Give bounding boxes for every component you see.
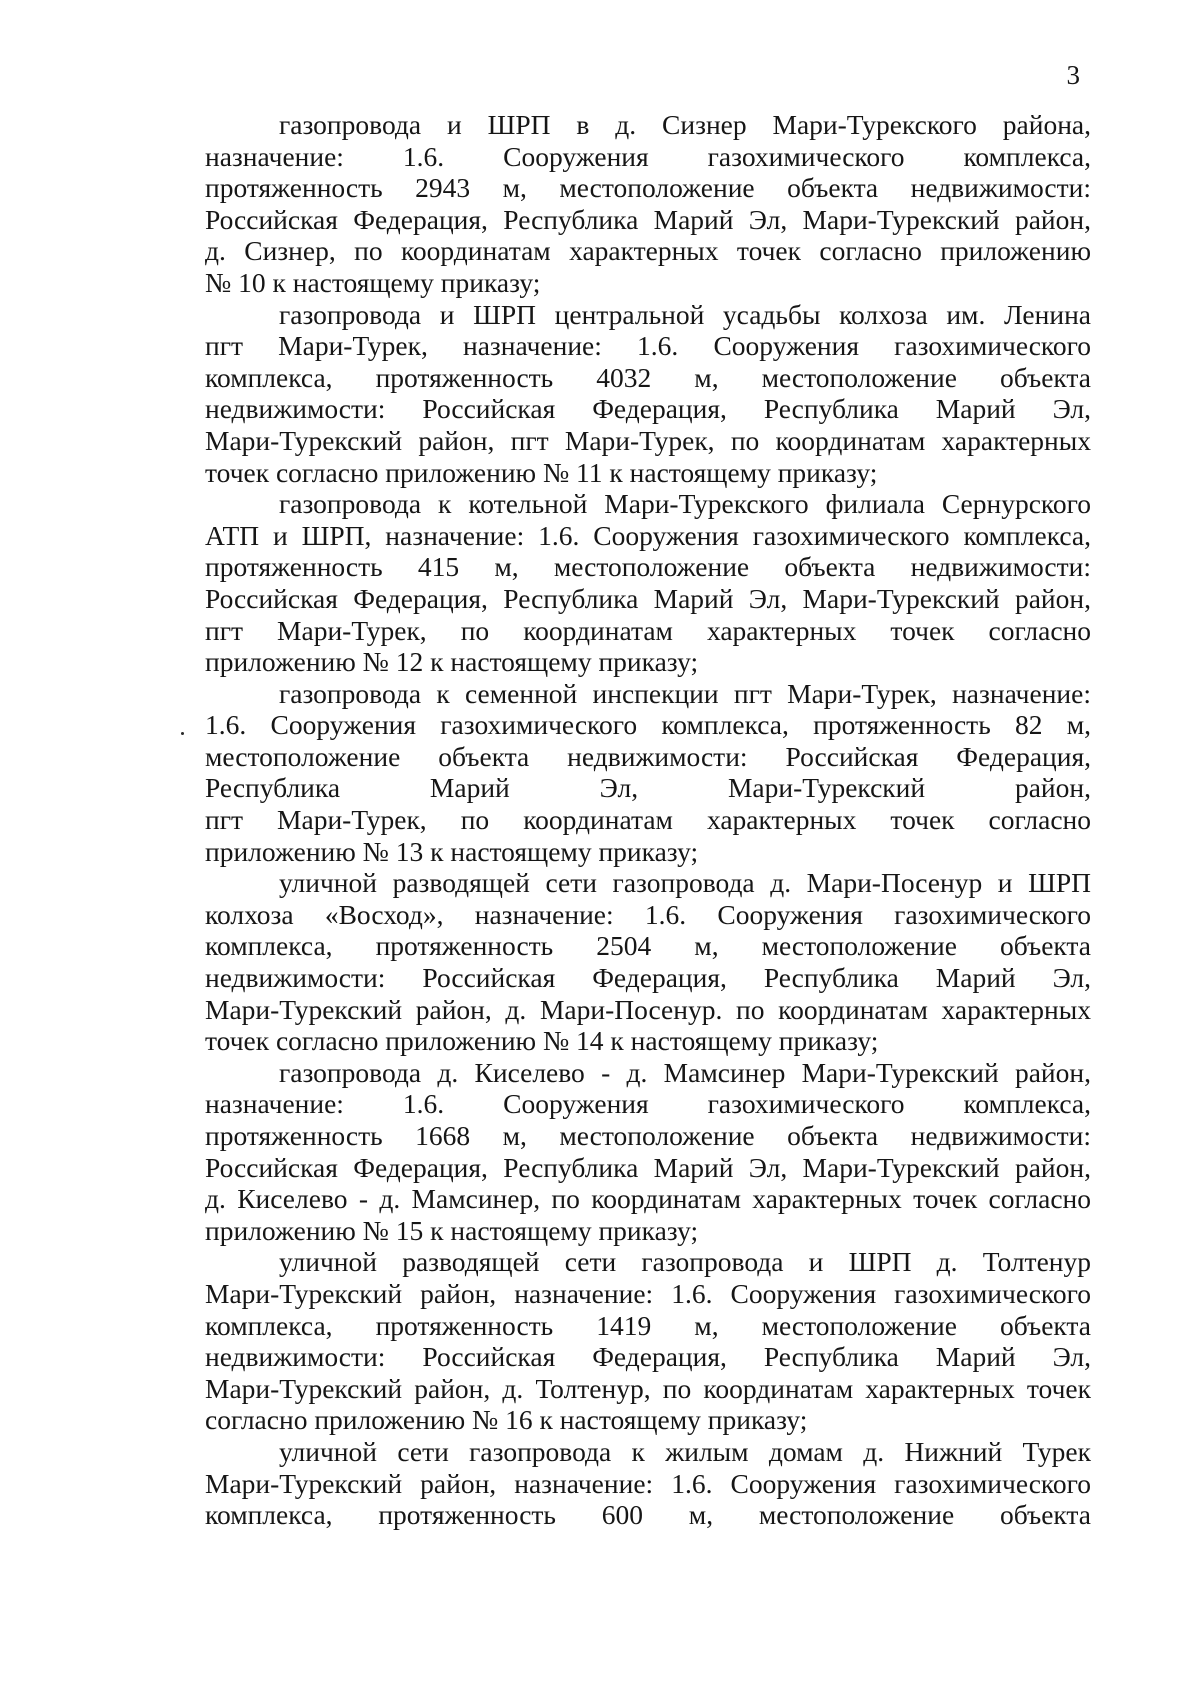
text-line: пгт Мари-Турек, назначение: 1.6. Сооружения газохимического <box>205 330 1091 362</box>
text-line: пгт Мари-Турек, по координатам характерных точек согласно <box>205 804 1091 836</box>
text-line: уличной сети газопровода к жилым домам д. Нижний Турек <box>279 1435 1091 1467</box>
text-line: газопровода к котельной Мари-Турекского филиала Сернурского <box>279 488 1091 520</box>
text-line: протяженность 1668 м, местоположение объекта недвижимости: <box>205 1120 1091 1151</box>
text-line: 1.6. Сооружения газохимического комплекса, протяженность 82 м, <box>205 709 1091 741</box>
text-line: назначение: 1.6. Сооружения газохимического комплекса, <box>205 140 1091 172</box>
text-line: Мари-Турекский район, д. Мари-Посенур. по координатам характерных <box>205 993 1091 1025</box>
text-line: АТП и ШРП, назначение: 1.6. Сооружения газохимического комплекса, <box>205 519 1091 551</box>
text-line: № 10 к настоящему приказу; <box>205 266 541 298</box>
text-line: Мари-Турекский район, назначение: 1.6. Сооружения газохимического <box>205 1277 1091 1309</box>
text-line: Республика Марий Эл, Мари-Турекский район, <box>205 772 1091 804</box>
document-body <box>205 109 1091 1531</box>
text-line: протяженность 415 м, местоположение объекта недвижимости: <box>205 551 1091 583</box>
text-line: д. Киселево - д. Мамсинер, по координатам характерных точек согласно <box>205 1183 1091 1215</box>
text-line: недвижимости: Российская Федерация, Республика Марий Эл, <box>205 1341 1091 1373</box>
text-line: газопровода д. Киселево - д. Мамсинер Мари-Турекский район, <box>279 1056 1091 1088</box>
text-line: газопровода и ШРП центральной усадьбы колхоза им. Ленина <box>279 298 1091 330</box>
text-line: приложению № 13 к настоящему приказу; <box>205 835 699 867</box>
text-line: точек согласно приложению № 14 к настоящему приказу; <box>205 1025 879 1057</box>
text-line: приложению № 15 к настоящему приказу; <box>205 1214 699 1246</box>
page-number: 3 <box>1066 60 1080 90</box>
text-line: комплекса, протяженность 600 м, местоположение объекта <box>205 1499 1091 1531</box>
paragraph <box>205 1246 1091 1436</box>
text-line: местоположение объекта недвижимости: Российская Федерация, <box>205 740 1091 772</box>
paragraph <box>205 109 1091 299</box>
text-line: уличной разводящей сети газопровода д. Мари-Посенур и ШРП <box>279 867 1091 899</box>
text-line: уличной разводящей сети газопровода и ШРП д. Толтенур <box>279 1246 1091 1278</box>
text-line: приложению № 12 к настоящему приказу; <box>205 646 699 678</box>
text-line: комплекса, протяженность 2504 м, местоположение объекта <box>205 930 1091 962</box>
text-line: Российская Федерация, Республика Марий Эл, Мари-Турекский район, <box>205 1151 1091 1183</box>
text-line: недвижимости: Российская Федерация, Республика Марий Эл, <box>205 393 1091 425</box>
text-line: Мари-Турекский район, пгт Мари-Турек, по координатам характерных <box>205 424 1091 456</box>
paragraph <box>205 678 1091 868</box>
paragraph <box>205 488 1091 678</box>
text-line: комплекса, протяженность 1419 м, местоположение объекта <box>205 1309 1091 1341</box>
text-line: Мари-Турекский район, назначение: 1.6. Сооружения газохимического <box>205 1467 1091 1499</box>
text-line: д. Сизнер, по координатам характерных точек согласно приложению <box>205 235 1091 267</box>
text-line: недвижимости: Российская Федерация, Республика Марий Эл, <box>205 962 1091 994</box>
text-line: газопровода к семенной инспекции пгт Мари-Турек, назначение: <box>279 677 1091 709</box>
paragraph <box>205 299 1091 489</box>
paragraph <box>205 1057 1091 1247</box>
text-line: Мари-Турекский район, д. Толтенур, по координатам характерных точек <box>205 1372 1091 1404</box>
text-line: точек согласно приложению № 11 к настоящему приказу; <box>205 456 878 488</box>
text-line: Российская Федерация, Республика Марий Эл, Мари-Турекский район, <box>205 582 1091 614</box>
text-line: газопровода и ШРП в д. Сизнер Мари-Турекского района, <box>279 109 1091 140</box>
paragraph <box>205 1436 1091 1531</box>
text-line: колхоза «Восход», назначение: 1.6. Сооружения газохимического <box>205 898 1091 930</box>
text-line: назначение: 1.6. Сооружения газохимического комплекса, <box>205 1088 1091 1120</box>
text-line: Российская Федерация, Республика Марий Эл, Мари-Турекский район, <box>205 203 1091 235</box>
text-line: комплекса, протяженность 4032 м, местоположение объекта <box>205 361 1091 393</box>
scan-speck <box>181 732 184 735</box>
text-line: пгт Мари-Турек, по координатам характерных точек согласно <box>205 614 1091 646</box>
paragraph <box>205 867 1091 1057</box>
text-line: согласно приложению № 16 к настоящему приказу; <box>205 1404 808 1436</box>
text-line: протяженность 2943 м, местоположение объекта недвижимости: <box>205 172 1091 204</box>
